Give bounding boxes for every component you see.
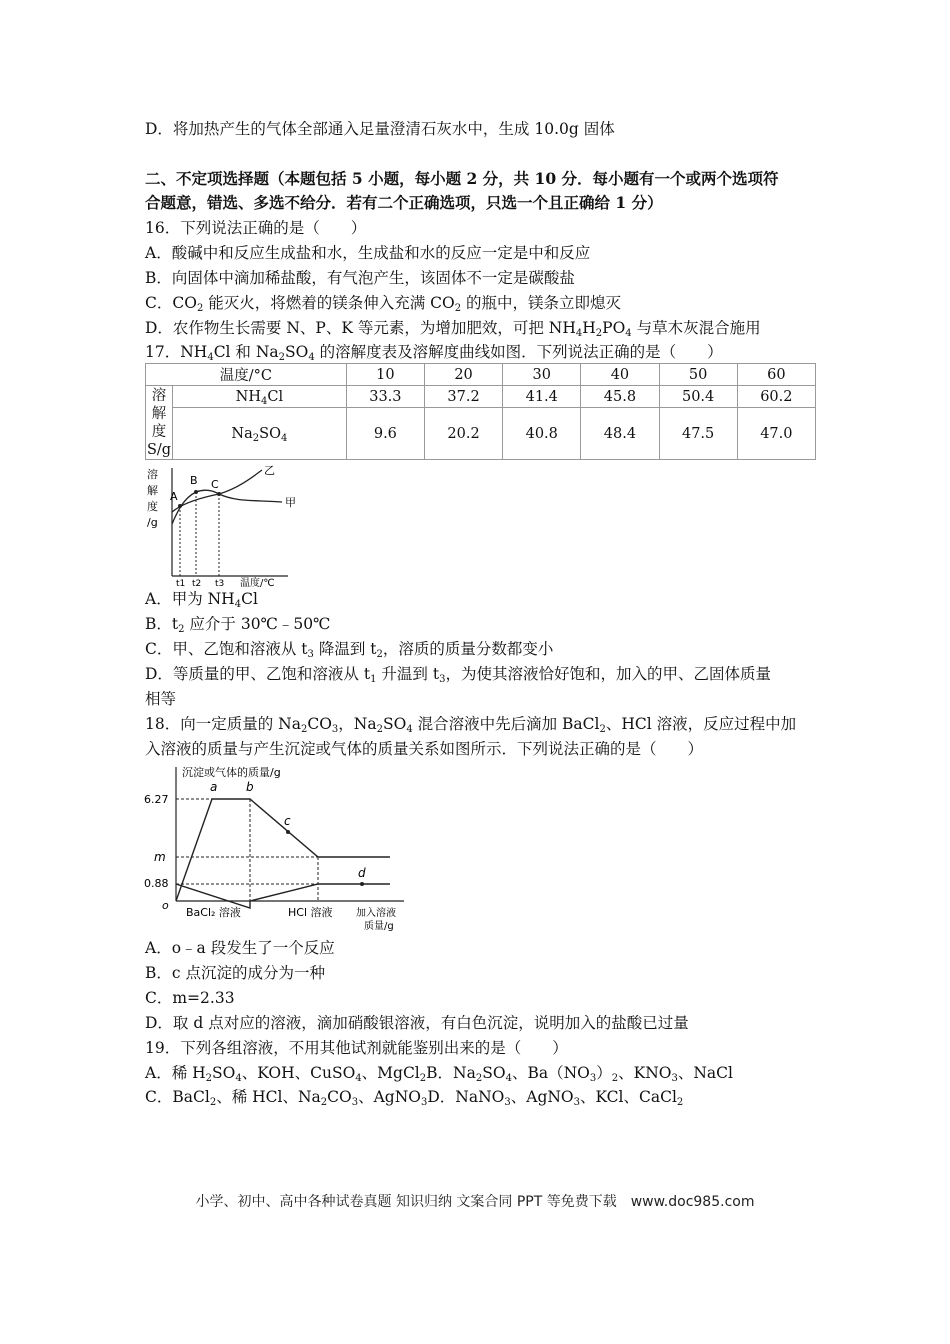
table-cell: 37.2 — [424, 386, 502, 408]
section2-heading-line1: 二、不定项选择题（本题包括 5 小题，每小题 2 分，共 10 分．每小题有一个或两个选项符 — [145, 169, 779, 188]
precipitate-line — [176, 799, 390, 901]
table-side-label: 溶 解 度 S/g — [146, 387, 172, 458]
table-row — [146, 386, 816, 408]
x-label-bacl2: BaCl₂ 溶液 — [186, 906, 241, 919]
tick-t2: t2 — [192, 579, 202, 588]
q19-options-ab: A．稀 $H_2SO_4$、KOH、CuSO$_4$、MgCl$_2$B．$Na_2SO_4$、$Ba(NO_3)_2$、$KNO_3$、NaCl — [145, 1064, 733, 1084]
q18-option-d: D．取 d 点对应的溶液，滴加硝酸银溶液，有白色沉淀，说明加入的盐酸已过量 — [145, 1014, 689, 1032]
y-tick-m: m — [154, 850, 166, 864]
table-header-cell: 60 — [737, 364, 815, 386]
curve-jia — [172, 490, 282, 524]
tick-t1: t1 — [176, 579, 186, 588]
table-cell: 60.2 — [737, 386, 815, 408]
q19-options-cd: C．BaCl$_2$、稀 HCl、$Na_2CO_3$、AgNO$_3$D．NaNO$_3$、AgNO$_3$、KCl、CaCl$_2$ — [145, 1088, 684, 1108]
tick-t3: t3 — [215, 579, 225, 588]
q17-option-d-cont: 相等 — [145, 690, 177, 708]
table-cell: 47.0 — [737, 408, 815, 460]
y-axis-label: 沉淀或气体的质量/g — [182, 766, 281, 779]
table-cell: 47.5 — [659, 408, 737, 460]
q15-option-d: D．将加热产生的气体全部通入足量澄清石灰水中，生成 10.0g 固体 — [145, 120, 615, 138]
q18-option-a: A．o﹣a 段发生了一个反应 — [145, 939, 335, 957]
table-header-cell: 20 — [424, 364, 502, 386]
table-cell: 48.4 — [581, 408, 659, 460]
point-b-label: B — [190, 474, 198, 487]
q17-option-d: D．等质量的甲、乙饱和溶液从 $t_1$ 升温到 $t_3$，为使其溶液恰好饱和，加入的甲、乙固体质量 — [145, 665, 771, 685]
table-header-cell: 50 — [659, 364, 737, 386]
section2-heading-line2: 合题意，错选、多选不给分．若有二个正确选项，只选一个且正确给 1 分） — [145, 193, 663, 212]
precipitate-gas-figure — [142, 763, 414, 935]
y-tick-088: 0.88 — [144, 877, 169, 890]
origin-label: o — [162, 899, 169, 912]
x-axis-label: 温度/℃ — [240, 578, 275, 588]
q16-stem: 16．下列说法正确的是（ ） — [145, 219, 367, 237]
q18-option-c: C．m=2.33 — [145, 989, 235, 1007]
table-cell: 9.6 — [346, 408, 424, 460]
q17-option-b: B．$t_2$ 应介于 30℃﹣50℃ — [145, 615, 331, 635]
table-header-cell: 10 — [346, 364, 424, 386]
table-cell: 45.8 — [581, 386, 659, 408]
solubility-table — [145, 363, 816, 460]
y-label-char: 度 — [147, 500, 158, 513]
curve-jia-label: 甲 — [285, 496, 296, 509]
q18-option-b: B．c 点沉淀的成分为一种 — [145, 964, 325, 982]
table-header-cell: 30 — [503, 364, 581, 386]
point-c-label: c — [284, 814, 291, 828]
x-label-hcl: HCl 溶液 — [288, 906, 333, 919]
y-tick-627: 6.27 — [144, 793, 169, 806]
point-c — [286, 830, 290, 834]
table-cell: 41.4 — [503, 386, 581, 408]
solubility-curve-figure — [144, 462, 304, 588]
table-cell: 50.4 — [659, 386, 737, 408]
row-name-na2so4: $Na_2SO_4$ — [173, 408, 347, 460]
table-cell: 20.2 — [424, 408, 502, 460]
q17-stem: 17．$NH_4Cl$ 和 $Na_2SO_4$ 的溶解度表及溶解度曲线如图．下列说法正确的是（ ） — [145, 343, 723, 363]
q16-option-c: C．$CO_2$ 能灭火，将燃着的镁条伸入充满 $CO_2$ 的瓶中，镁条立即熄灭 — [145, 294, 622, 314]
table-row — [146, 408, 816, 460]
point-a-label: a — [210, 780, 218, 794]
y-label-char: /g — [147, 516, 158, 529]
q17-option-c: C．甲、乙饱和溶液从 $t_3$ 降温到 $t_2$，溶质的质量分数都变小 — [145, 640, 554, 660]
q16-option-a: A．酸碱中和反应生成盐和水，生成盐和水的反应一定是中和反应 — [145, 244, 591, 262]
q19-stem: 19．下列各组溶液，不用其他试剂就能鉴别出来的是（ ） — [145, 1039, 568, 1057]
point-c-label: C — [211, 478, 219, 491]
point-d — [360, 882, 364, 886]
y-label-char: 溶 — [147, 468, 158, 481]
q16-option-b: B．向固体中滴加稀盐酸，有气泡产生，该固体不一定是碳酸盐 — [145, 269, 575, 287]
q18-stem-line1: 18．向一定质量的 $Na_2CO_3$，$Na_2SO_4$ 混合溶液中先后滴加 BaCl$_2$、HCl 溶液，反应过程中加 — [145, 715, 797, 735]
curve-yi — [172, 470, 262, 512]
row-name-nh4cl: $NH_4Cl$ — [173, 386, 347, 408]
table-cell: 33.3 — [346, 386, 424, 408]
curve-yi-label: 乙 — [264, 464, 275, 477]
table-cell: 40.8 — [503, 408, 581, 460]
q17-option-a: A．甲为 $NH_4Cl$ — [145, 590, 258, 610]
gas-line — [176, 884, 390, 908]
y-label-char: 解 — [147, 484, 158, 497]
x-axis-label-2: 质量/g — [364, 921, 394, 932]
page-footer: 小学、初中、高中各种试卷真题 知识归纳 文案合同 PPT 等免费下载 www.doc985.com — [195, 1194, 755, 1210]
table-row — [146, 364, 816, 386]
q18-stem-line2: 入溶液的质量与产生沉淀或气体的质量关系如图所示．下列说法正确的是（ ） — [145, 740, 704, 758]
point-a-label: A — [170, 490, 178, 503]
x-axis-label-1: 加入溶液 — [356, 908, 396, 919]
table-header-cell: 40 — [581, 364, 659, 386]
point-b-label: b — [246, 780, 254, 794]
table-header-label: 温度/°C — [146, 364, 347, 386]
point-d-label: d — [358, 866, 366, 880]
q16-option-d: D．农作物生长需要 N、P、K 等元素，为增加肥效，可把 $NH_4H_2PO_4$ 与草木灰混合施用 — [145, 319, 761, 339]
